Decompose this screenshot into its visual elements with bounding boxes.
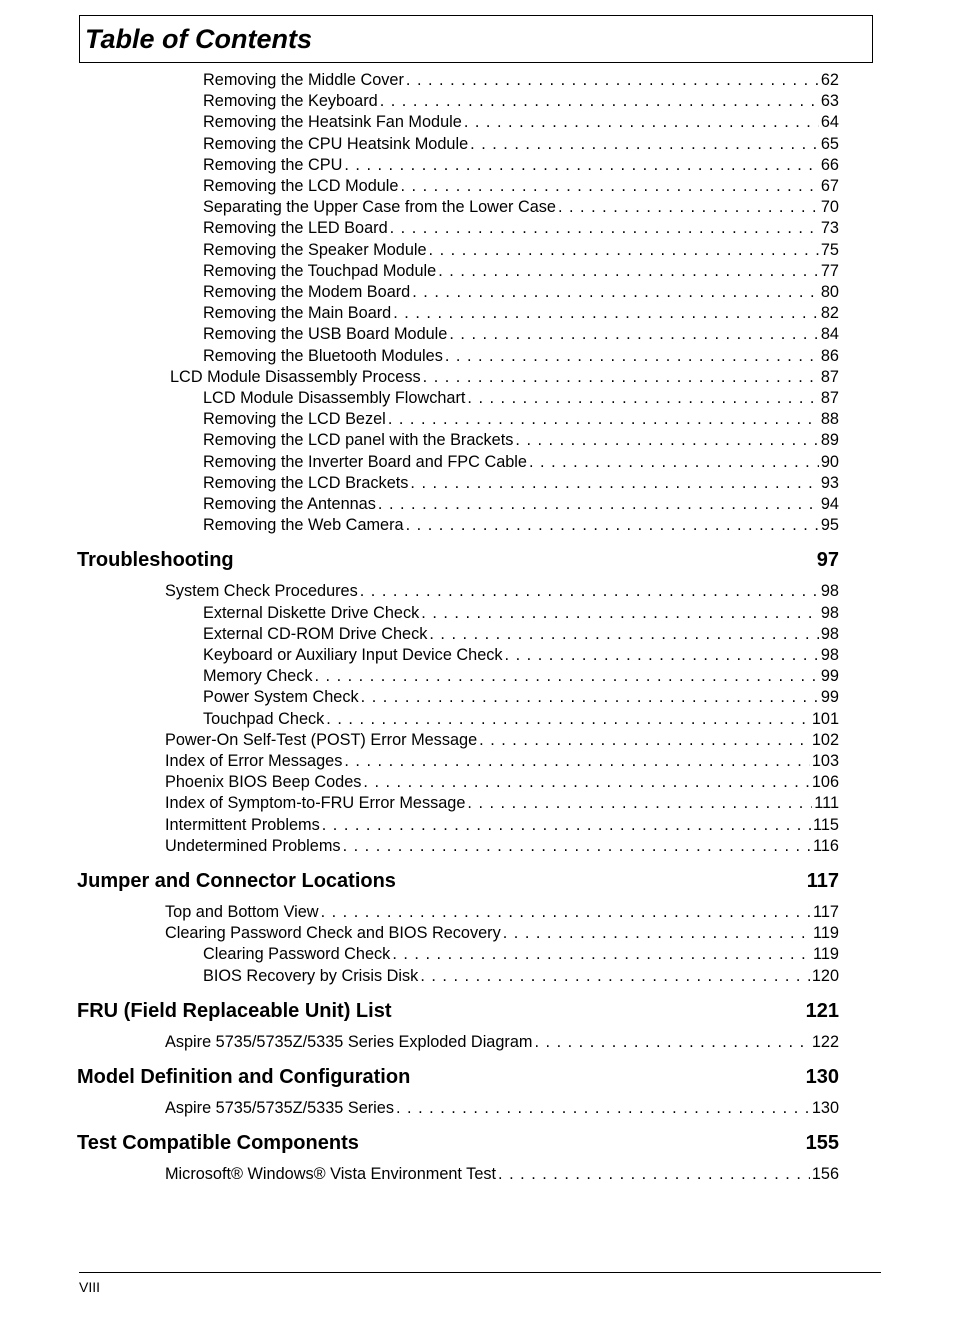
dot-leader xyxy=(396,1099,810,1118)
toc-entry-label: Keyboard or Auxiliary Input Device Check xyxy=(203,646,503,664)
toc-entry-page-number: 65 xyxy=(820,134,839,153)
dot-leader xyxy=(420,967,810,986)
toc-entry[interactable] xyxy=(203,646,839,667)
dot-leader xyxy=(505,646,819,665)
toc-entry[interactable] xyxy=(203,667,839,688)
toc-entry-label: Removing the CPU Heatsink Module xyxy=(203,134,469,153)
toc-entry-label: Removing the LCD Bezel xyxy=(203,410,386,429)
dot-leader xyxy=(421,604,819,623)
dot-leader xyxy=(467,794,812,813)
dot-leader xyxy=(445,347,819,366)
toc-entry-page-number: 84 xyxy=(820,325,839,344)
toc-entry[interactable] xyxy=(203,283,839,304)
section-title: Jumper and Connector Locations xyxy=(77,870,396,892)
toc-entry-page-number: 86 xyxy=(820,346,839,365)
dot-leader xyxy=(470,135,819,154)
toc-entry[interactable] xyxy=(203,710,839,731)
dot-leader xyxy=(412,283,819,302)
dot-leader xyxy=(363,773,809,792)
dot-leader xyxy=(390,219,819,238)
section-page-number: 130 xyxy=(805,1066,839,1088)
toc-entry-label: Undetermined Problems xyxy=(165,836,341,855)
dot-leader xyxy=(467,389,818,408)
toc-entry[interactable] xyxy=(203,219,839,240)
section-title: FRU (Field Replaceable Unit) List xyxy=(77,999,392,1022)
toc-entry-label: Removing the Web Camera xyxy=(203,516,404,535)
toc-entry-page-number: 98 xyxy=(820,603,839,622)
toc-entry-label: Removing the Main Board xyxy=(203,304,392,323)
dot-leader xyxy=(400,177,818,196)
toc-entry-page-number: 106 xyxy=(811,773,839,792)
toc-entry[interactable] xyxy=(203,431,839,452)
toc-entry-label: Index of Error Messages xyxy=(165,752,343,770)
dot-leader xyxy=(380,92,819,111)
dot-leader xyxy=(529,453,819,472)
toc-entry-label: LCD Module Disassembly Flowchart xyxy=(203,389,466,407)
toc-entry[interactable] xyxy=(203,92,839,113)
toc-entry[interactable] xyxy=(203,604,839,625)
toc-entry-page-number: 88 xyxy=(820,410,839,429)
toc-entry[interactable] xyxy=(203,688,839,709)
dot-leader xyxy=(429,241,819,260)
toc-entry-page-number: 82 xyxy=(820,304,839,323)
toc-entry[interactable] xyxy=(203,347,839,368)
dot-leader xyxy=(360,582,819,601)
toc-entry-page-number: 93 xyxy=(820,473,839,492)
dot-leader xyxy=(392,945,811,964)
toc-entry[interactable] xyxy=(165,1099,839,1120)
toc-entry-page-number: 73 xyxy=(820,219,839,238)
toc-entry[interactable] xyxy=(203,325,839,346)
toc-entry-page-number: 98 xyxy=(820,582,839,601)
toc-entry-page-number: 156 xyxy=(811,1165,839,1184)
toc-entry-label: Power-On Self-Test (POST) Error Message xyxy=(165,730,478,749)
toc-entry-label: Removing the Speaker Module xyxy=(203,240,427,259)
toc-entry[interactable] xyxy=(165,731,839,752)
section-title: Troubleshooting xyxy=(77,549,234,572)
toc-entry-label: Removing the Bluetooth Modules xyxy=(203,346,443,365)
section-page-number: 117 xyxy=(806,870,839,892)
toc-entry-label: Memory Check xyxy=(203,667,313,686)
toc-entry-page-number: 63 xyxy=(820,92,839,111)
toc-entry-label: Removing the USB Board Module xyxy=(203,325,448,344)
toc-entry-page-number: 62 xyxy=(820,71,839,89)
toc-entry[interactable] xyxy=(203,177,839,198)
toc-entry-page-number: 80 xyxy=(820,283,839,301)
toc-entry-label: Removing the Keyboard xyxy=(203,92,378,111)
dot-leader xyxy=(406,71,819,90)
toc-entry-label: Removing the Middle Cover xyxy=(203,71,404,89)
toc-entry[interactable] xyxy=(203,135,839,156)
toc-entry-page-number: 77 xyxy=(820,261,839,280)
toc-entry[interactable] xyxy=(203,156,839,177)
dot-leader xyxy=(503,924,811,943)
toc-entry-page-number: 103 xyxy=(811,752,839,770)
toc-entry-page-number: 119 xyxy=(813,945,839,964)
toc-entry[interactable] xyxy=(203,71,839,92)
toc-entry-label: Removing the Inverter Board and FPC Cable xyxy=(203,452,527,471)
toc-entry-page-number: 75 xyxy=(820,240,839,259)
toc-entry[interactable] xyxy=(203,304,839,325)
toc-entry-page-number: 99 xyxy=(820,688,839,707)
toc-entry-page-number: 111 xyxy=(814,794,839,813)
dot-leader xyxy=(406,516,819,535)
toc-entry-label: Removing the LCD Brackets xyxy=(203,473,409,492)
toc-entry-page-number: 120 xyxy=(811,966,839,985)
dot-leader xyxy=(393,304,819,323)
toc-entry-page-number: 119 xyxy=(813,924,839,943)
dot-leader xyxy=(423,368,819,387)
dot-leader xyxy=(344,156,819,175)
dot-leader xyxy=(515,431,818,450)
page-title: Table of Contents xyxy=(85,24,312,54)
toc-entry-page-number: 66 xyxy=(820,155,839,174)
toc-entry[interactable] xyxy=(165,752,839,773)
toc-entry-label: Removing the LCD panel with the Brackets xyxy=(203,431,514,450)
toc-section-heading[interactable] xyxy=(77,549,839,575)
toc-entry-label: System Check Procedures xyxy=(165,582,358,601)
dot-leader xyxy=(479,731,810,750)
toc-entry-label: Removing the LED Board xyxy=(203,219,388,238)
toc-section-heading[interactable] xyxy=(77,1066,839,1092)
toc-section-heading[interactable] xyxy=(77,1000,839,1026)
toc-entry[interactable] xyxy=(203,625,839,646)
toc-entry-label: Removing the CPU xyxy=(203,155,343,174)
toc-entry[interactable] xyxy=(165,816,839,837)
toc-entry-label: Removing the Heatsink Fan Module xyxy=(203,113,462,132)
toc-entry[interactable] xyxy=(165,837,839,858)
toc-entry-label: Separating the Upper Case from the Lower Case xyxy=(203,198,556,217)
toc-entry-label: Removing the Touchpad Module xyxy=(203,261,437,280)
toc-entry-label: BIOS Recovery by Crisis Disk xyxy=(203,966,419,985)
dot-leader xyxy=(344,752,809,771)
toc-entry-page-number: 98 xyxy=(820,624,839,643)
dot-leader xyxy=(314,667,818,686)
toc-entry[interactable] xyxy=(203,198,839,219)
toc-entry-page-number: 116 xyxy=(813,836,839,855)
toc-entry-page-number: 87 xyxy=(820,389,839,407)
dot-leader xyxy=(378,495,819,514)
toc-entry-page-number: 102 xyxy=(811,730,839,749)
dot-leader xyxy=(438,262,819,281)
toc-entry-label: External CD-ROM Drive Check xyxy=(203,624,428,643)
toc-entry[interactable] xyxy=(203,474,839,495)
dot-leader xyxy=(321,903,811,922)
toc-entry-label: Removing the Antennas xyxy=(203,495,376,513)
toc-section-heading[interactable] xyxy=(77,1132,839,1158)
toc-entry-label: Microsoft® Windows® Vista Environment Test xyxy=(165,1165,497,1184)
toc-entry-label: Intermittent Problems xyxy=(165,815,320,834)
toc-entry-page-number: 70 xyxy=(820,198,839,217)
toc-entry-label: Index of Symptom-to-FRU Error Message xyxy=(165,794,466,813)
toc-entry-page-number: 94 xyxy=(820,495,839,513)
toc-entry-page-number: 115 xyxy=(813,815,839,834)
dot-leader xyxy=(388,410,819,429)
dot-leader xyxy=(449,325,819,344)
toc-entry-page-number: 67 xyxy=(820,177,839,195)
toc-entry[interactable] xyxy=(165,582,839,603)
toc-entry[interactable] xyxy=(203,262,839,283)
toc-entry-label: Top and Bottom View xyxy=(165,903,319,921)
toc-entry[interactable] xyxy=(203,495,839,516)
toc-entry-page-number: 89 xyxy=(820,431,839,450)
toc-entry-label: Aspire 5735/5735Z/5335 Series xyxy=(165,1099,394,1117)
footer-divider xyxy=(79,1272,881,1273)
toc-entry-label: Clearing Password Check xyxy=(203,945,391,964)
dot-leader xyxy=(343,837,811,856)
dot-leader xyxy=(464,113,819,132)
toc-entry-label: Removing the Modem Board xyxy=(203,283,411,301)
section-page-number: 97 xyxy=(816,549,839,572)
toc-entry-label: Power System Check xyxy=(203,688,359,707)
toc-entry[interactable] xyxy=(170,368,839,389)
toc-entry[interactable] xyxy=(203,241,839,262)
section-title: Model Definition and Configuration xyxy=(77,1066,411,1088)
toc-entry-page-number: 122 xyxy=(811,1032,839,1051)
toc-entry[interactable] xyxy=(203,453,839,474)
toc-entry-page-number: 101 xyxy=(811,709,839,728)
dot-leader xyxy=(558,198,819,217)
toc-entry-page-number: 64 xyxy=(820,113,839,132)
toc-entry[interactable] xyxy=(165,1033,839,1054)
toc-entry[interactable] xyxy=(165,773,839,794)
toc-entry[interactable] xyxy=(203,945,839,966)
toc-entry[interactable] xyxy=(203,410,839,431)
toc-entry-label: Aspire 5735/5735Z/5335 Series Exploded Diagram xyxy=(165,1032,533,1051)
toc-entry[interactable] xyxy=(203,113,839,134)
dot-leader xyxy=(498,1165,810,1184)
toc-entry-page-number: 87 xyxy=(820,367,839,386)
toc-entry-page-number: 130 xyxy=(811,1099,839,1117)
toc-entry[interactable] xyxy=(203,516,839,537)
toc-entry-page-number: 98 xyxy=(820,646,839,664)
section-page-number: 121 xyxy=(805,999,839,1022)
toc-entry[interactable] xyxy=(203,967,839,988)
dot-leader xyxy=(410,474,818,493)
toc-entry[interactable] xyxy=(165,794,839,815)
toc-entry-page-number: 117 xyxy=(813,903,839,921)
toc-entry-label: Clearing Password Check and BIOS Recovery xyxy=(165,924,501,943)
dot-leader xyxy=(322,816,811,835)
toc-entry-page-number: 95 xyxy=(820,516,839,535)
toc-entry-label: LCD Module Disassembly Process xyxy=(170,367,421,386)
toc-entry[interactable] xyxy=(203,389,839,410)
toc-entry-label: Touchpad Check xyxy=(203,709,325,728)
toc-section-heading[interactable] xyxy=(77,870,839,896)
dot-leader xyxy=(326,710,810,729)
dot-leader xyxy=(534,1033,809,1052)
toc-entry[interactable] xyxy=(165,1165,839,1186)
toc-entry[interactable] xyxy=(165,924,839,945)
toc-entry-label: External Diskette Drive Check xyxy=(203,603,420,622)
toc-entry-page-number: 99 xyxy=(820,667,839,686)
section-title: Test Compatible Components xyxy=(77,1132,359,1155)
toc-entry-label: Removing the LCD Module xyxy=(203,177,399,195)
toc-entry-page-number: 90 xyxy=(820,452,839,471)
dot-leader xyxy=(361,688,819,707)
toc-entry-label: Phoenix BIOS Beep Codes xyxy=(165,773,362,792)
dot-leader xyxy=(429,625,819,644)
toc-entry[interactable] xyxy=(165,903,839,924)
section-page-number: 155 xyxy=(805,1132,839,1155)
footer-page-number: VIII xyxy=(79,1279,101,1295)
